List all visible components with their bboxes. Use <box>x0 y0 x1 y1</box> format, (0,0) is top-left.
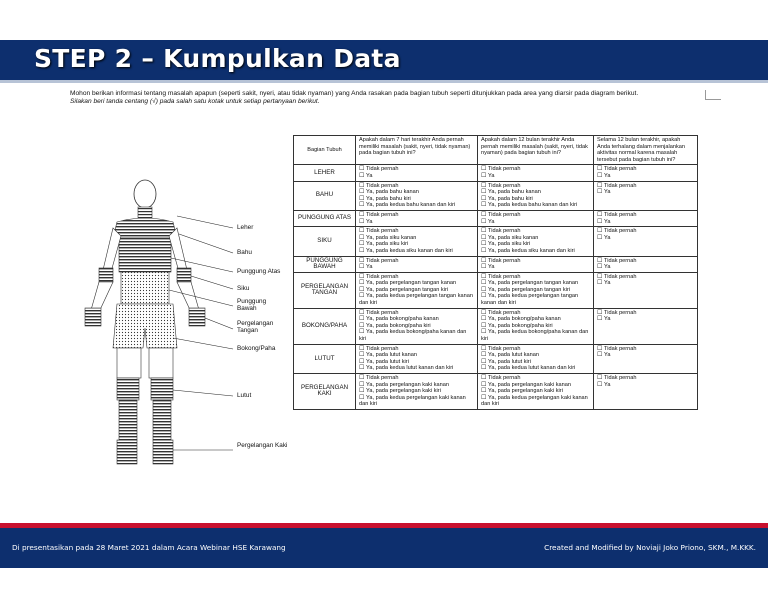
label-pergelangan-tangan: Pergelangan Tangan <box>237 320 274 334</box>
table-row <box>294 272 698 308</box>
checkbox-option[interactable]: ☐ Ya, pada kedua bokong/paha kanan dan kiri <box>359 329 474 342</box>
checkbox-option[interactable]: ☐ Ya, pada bahu kiri <box>481 196 590 203</box>
checkbox-option[interactable]: ☐ Tidak pernah <box>597 228 694 235</box>
checkbox-option[interactable]: ☐ Tidak pernah <box>481 228 590 235</box>
table-header-row <box>294 136 698 165</box>
table-row <box>294 227 698 256</box>
checkbox-option[interactable]: ☐ Ya <box>597 173 694 180</box>
options-cell-c12 <box>478 210 594 226</box>
footer-left-text: Di presentasikan pada 28 Maret 2021 dalam Acara Webinar HSE Karawang <box>12 543 286 552</box>
checkbox-option[interactable]: ☐ Ya <box>597 235 694 242</box>
options-cell-c7 <box>356 210 478 226</box>
options-cell-c12 <box>478 227 594 256</box>
checkbox-option[interactable]: ☐ Ya <box>597 352 694 359</box>
table-row <box>294 344 698 373</box>
header-terhalang: Selama 12 bulan terakhir, apakah Anda terhalang dalam menjalankan aktivitas normal karena masalah tersebut pada bagian tubuh ini? <box>594 136 698 165</box>
checkbox-option[interactable]: ☐ Tidak pernah <box>597 310 694 317</box>
checkbox-option[interactable]: ☐ Ya <box>597 316 694 323</box>
body-diagram <box>67 178 295 508</box>
checkbox-option[interactable]: ☐ Ya <box>597 219 694 226</box>
checkbox-option[interactable]: ☐ Ya <box>597 280 694 287</box>
checkbox-option[interactable]: ☐ Ya, pada kedua lutut kanan dan kiri <box>359 365 474 372</box>
checkbox-option[interactable]: ☐ Ya <box>597 264 694 271</box>
options-cell-c12 <box>478 256 594 272</box>
checkbox-option[interactable]: ☐ Ya, pada bokong/paha kanan <box>359 316 474 323</box>
page-corner-mark <box>705 90 721 100</box>
options-cell-c12 <box>478 374 594 410</box>
options-cell-c7 <box>356 256 478 272</box>
table-row <box>294 256 698 272</box>
label-punggung-atas: Punggung Atas <box>237 268 281 275</box>
checkbox-option[interactable]: ☐ Ya, pada siku kanan <box>359 235 474 242</box>
checkbox-option[interactable]: ☐ Ya, pada kedua pergelangan tangan kanan dan kiri <box>359 293 474 306</box>
checkbox-option[interactable]: ☐ Tidak pernah <box>359 212 474 219</box>
checkbox-option[interactable]: ☐ Ya, pada kedua bahu kanan dan kiri <box>359 202 474 209</box>
body-part-cell: PUNGGUNG ATAS <box>294 210 356 226</box>
checkbox-option[interactable]: ☐ Ya <box>359 173 474 180</box>
options-cell-block <box>594 181 698 210</box>
checkbox-option[interactable]: ☐ Ya <box>359 264 474 271</box>
header-7-hari: Apakah dalam 7 hari terakhir Anda pernah memiliki masalah (sakit, nyeri, tidak nyaman) pada bagian tubuh ini? <box>356 136 478 165</box>
checkbox-option[interactable]: ☐ Ya <box>481 173 590 180</box>
checkbox-option[interactable]: ☐ Tidak pernah <box>359 346 474 353</box>
label-lutut: Lutut <box>237 392 252 399</box>
checkbox-option[interactable]: ☐ Ya, pada pergelangan tangan kiri <box>359 287 474 294</box>
body-part-cell: PUNGGUNG BAWAH <box>294 256 356 272</box>
options-cell-c7 <box>356 344 478 373</box>
checkbox-option[interactable]: ☐ Tidak pernah <box>481 183 590 190</box>
questionnaire-document <box>67 88 723 508</box>
divider <box>0 80 768 83</box>
page-title: STEP 2 – Kumpulkan Data <box>34 44 401 73</box>
options-cell-block <box>594 272 698 308</box>
table-row <box>294 181 698 210</box>
table-row <box>294 165 698 181</box>
checkbox-option[interactable]: ☐ Ya, pada bahu kanan <box>481 189 590 196</box>
checkbox-option[interactable]: ☐ Ya, pada bokong/paha kiri <box>359 323 474 330</box>
checkbox-option[interactable]: ☐ Ya, pada lutut kiri <box>359 359 474 366</box>
options-cell-c12 <box>478 308 594 344</box>
body-part-cell: BAHU <box>294 181 356 210</box>
checkbox-option[interactable]: ☐ Ya, pada kedua pergelangan tangan kanan dan kiri <box>481 293 590 306</box>
checkbox-option[interactable]: ☐ Tidak pernah <box>481 258 590 265</box>
checkbox-option[interactable]: ☐ Ya <box>359 219 474 226</box>
options-cell-c7 <box>356 165 478 181</box>
checkbox-option[interactable]: ☐ Ya, pada kedua siku kanan dan kiri <box>359 248 474 255</box>
options-cell-block <box>594 308 698 344</box>
title-bar <box>0 40 768 80</box>
options-cell-block <box>594 210 698 226</box>
footer-bar <box>0 528 768 568</box>
checkbox-option[interactable]: ☐ Ya <box>597 382 694 389</box>
checkbox-option[interactable]: ☐ Ya, pada bahu kiri <box>359 196 474 203</box>
questionnaire-table <box>293 135 698 410</box>
checkbox-option[interactable]: ☐ Tidak pernah <box>359 258 474 265</box>
table-row <box>294 374 698 410</box>
body-part-cell: PERGELANGAN KAKI <box>294 374 356 410</box>
checkbox-option[interactable]: ☐ Ya, pada pergelangan kaki kanan <box>481 382 590 389</box>
checkbox-option[interactable]: ☐ Tidak pernah <box>359 274 474 281</box>
label-leher: Leher <box>237 224 254 231</box>
label-pergelangan-kaki: Pergelangan Kaki <box>237 442 288 449</box>
header-12-bulan: Apakah dalam 12 bulan terakhir Anda pernah memiliki masalah (sakit, nyeri, tidak nyaman) pada bagian tubuh ini? <box>478 136 594 165</box>
options-cell-block <box>594 227 698 256</box>
table-row <box>294 210 698 226</box>
label-siku: Siku <box>237 285 250 292</box>
checkbox-option[interactable]: ☐ Ya <box>481 219 590 226</box>
label-bahu: Bahu <box>237 249 252 256</box>
checkbox-option[interactable]: ☐ Ya, pada kedua pergelangan kaki kanan dan kiri <box>481 395 590 408</box>
table-body <box>294 165 698 410</box>
checkbox-option[interactable]: ☐ Tidak pernah <box>481 375 590 382</box>
checkbox-option[interactable]: ☐ Tidak pernah <box>597 183 694 190</box>
options-cell-c12 <box>478 344 594 373</box>
options-cell-block <box>594 374 698 410</box>
checkbox-option[interactable]: ☐ Tidak pernah <box>359 375 474 382</box>
checkbox-option[interactable]: ☐ Tidak pernah <box>597 258 694 265</box>
options-cell-c7 <box>356 272 478 308</box>
checkbox-option[interactable]: ☐ Ya, pada kedua lutut kanan dan kiri <box>481 365 590 372</box>
checkbox-option[interactable]: ☐ Ya, pada bahu kanan <box>359 189 474 196</box>
checkbox-option[interactable]: ☐ Ya, pada lutut kanan <box>481 352 590 359</box>
checkbox-option[interactable]: ☐ Ya, pada lutut kiri <box>481 359 590 366</box>
checkbox-option[interactable]: ☐ Tidak pernah <box>597 346 694 353</box>
options-cell-c7 <box>356 374 478 410</box>
checkbox-option[interactable]: ☐ Ya <box>481 264 590 271</box>
checkbox-option[interactable]: ☐ Ya <box>597 189 694 196</box>
label-punggung-bawah: Punggung Bawah <box>237 298 267 312</box>
checkbox-option[interactable]: ☐ Tidak pernah <box>359 166 474 173</box>
checkbox-option[interactable]: ☐ Tidak pernah <box>359 183 474 190</box>
checkbox-option[interactable]: ☐ Tidak pernah <box>481 166 590 173</box>
options-cell-c7 <box>356 227 478 256</box>
body-part-cell: BOKONG/PAHA <box>294 308 356 344</box>
checkbox-option[interactable]: ☐ Ya, pada kedua pergelangan kaki kanan dan kiri <box>359 395 474 408</box>
checkbox-option[interactable]: ☐ Ya, pada pergelangan tangan kanan <box>359 280 474 287</box>
instruction-text: Silakan beri tanda centang (√) pada salah satu kotak untuk setiap pertanyaan berikut. <box>70 98 320 106</box>
checkbox-option[interactable]: ☐ Ya, pada pergelangan kaki kanan <box>359 382 474 389</box>
checkbox-option[interactable]: ☐ Tidak pernah <box>481 346 590 353</box>
checkbox-option[interactable]: ☐ Tidak pernah <box>359 228 474 235</box>
options-cell-block <box>594 256 698 272</box>
footer-right-text: Created and Modified by Noviaji Joko Priono, SKM., M.KKK. <box>544 543 756 552</box>
header-bagian-tubuh: Bagian Tubuh <box>294 136 356 165</box>
options-cell-c12 <box>478 272 594 308</box>
checkbox-option[interactable]: ☐ Ya, pada kedua siku kanan dan kiri <box>481 248 590 255</box>
body-part-cell: LUTUT <box>294 344 356 373</box>
checkbox-option[interactable]: ☐ Ya, pada kedua bahu kanan dan kiri <box>481 202 590 209</box>
options-cell-c7 <box>356 181 478 210</box>
checkbox-option[interactable]: ☐ Tidak pernah <box>481 310 590 317</box>
options-cell-block <box>594 165 698 181</box>
checkbox-option[interactable]: ☐ Tidak pernah <box>597 212 694 219</box>
options-cell-block <box>594 344 698 373</box>
checkbox-option[interactable]: ☐ Ya, pada pergelangan kaki kiri <box>359 388 474 395</box>
checkbox-option[interactable]: ☐ Tidak pernah <box>597 274 694 281</box>
label-bokong-paha: Bokong/Paha <box>237 345 276 352</box>
options-cell-c7 <box>356 308 478 344</box>
body-part-cell: LEHER <box>294 165 356 181</box>
checkbox-option[interactable]: ☐ Ya, pada bokong/paha kiri <box>481 323 590 330</box>
body-part-cell: PERGELANGAN TANGAN <box>294 272 356 308</box>
intro-paragraph: Mohon berikan informasi tentang masalah apapun (seperti sakit, nyeri, atau tidak nyaman) yang Anda rasakan pada bagian tubuh seperti ditunjukkan pada area yang diarsir pada diagram berikut. <box>70 90 639 97</box>
checkbox-option[interactable]: ☐ Ya, pada siku kiri <box>359 241 474 248</box>
body-figure-illustration <box>67 178 295 508</box>
checkbox-option[interactable]: ☐ Tidak pernah <box>359 310 474 317</box>
checkbox-option[interactable]: ☐ Ya, pada pergelangan tangan kiri <box>481 287 590 294</box>
checkbox-option[interactable]: ☐ Ya, pada kedua bokong/paha kanan dan kiri <box>481 329 590 342</box>
body-part-cell: SIKU <box>294 227 356 256</box>
options-cell-c12 <box>478 181 594 210</box>
table-row <box>294 308 698 344</box>
checkbox-option[interactable]: ☐ Ya, pada siku kiri <box>481 241 590 248</box>
checkbox-option[interactable]: ☐ Ya, pada lutut kanan <box>359 352 474 359</box>
checkbox-option[interactable]: ☐ Ya, pada bokong/paha kanan <box>481 316 590 323</box>
checkbox-option[interactable]: ☐ Tidak pernah <box>481 212 590 219</box>
checkbox-option[interactable]: ☐ Ya, pada pergelangan kaki kiri <box>481 388 590 395</box>
checkbox-option[interactable]: ☐ Tidak pernah <box>597 166 694 173</box>
checkbox-option[interactable]: ☐ Tidak pernah <box>481 274 590 281</box>
checkbox-option[interactable]: ☐ Ya, pada siku kanan <box>481 235 590 242</box>
intro-text <box>70 90 670 106</box>
options-cell-c12 <box>478 165 594 181</box>
checkbox-option[interactable]: ☐ Tidak pernah <box>597 375 694 382</box>
checkbox-option[interactable]: ☐ Ya, pada pergelangan tangan kanan <box>481 280 590 287</box>
